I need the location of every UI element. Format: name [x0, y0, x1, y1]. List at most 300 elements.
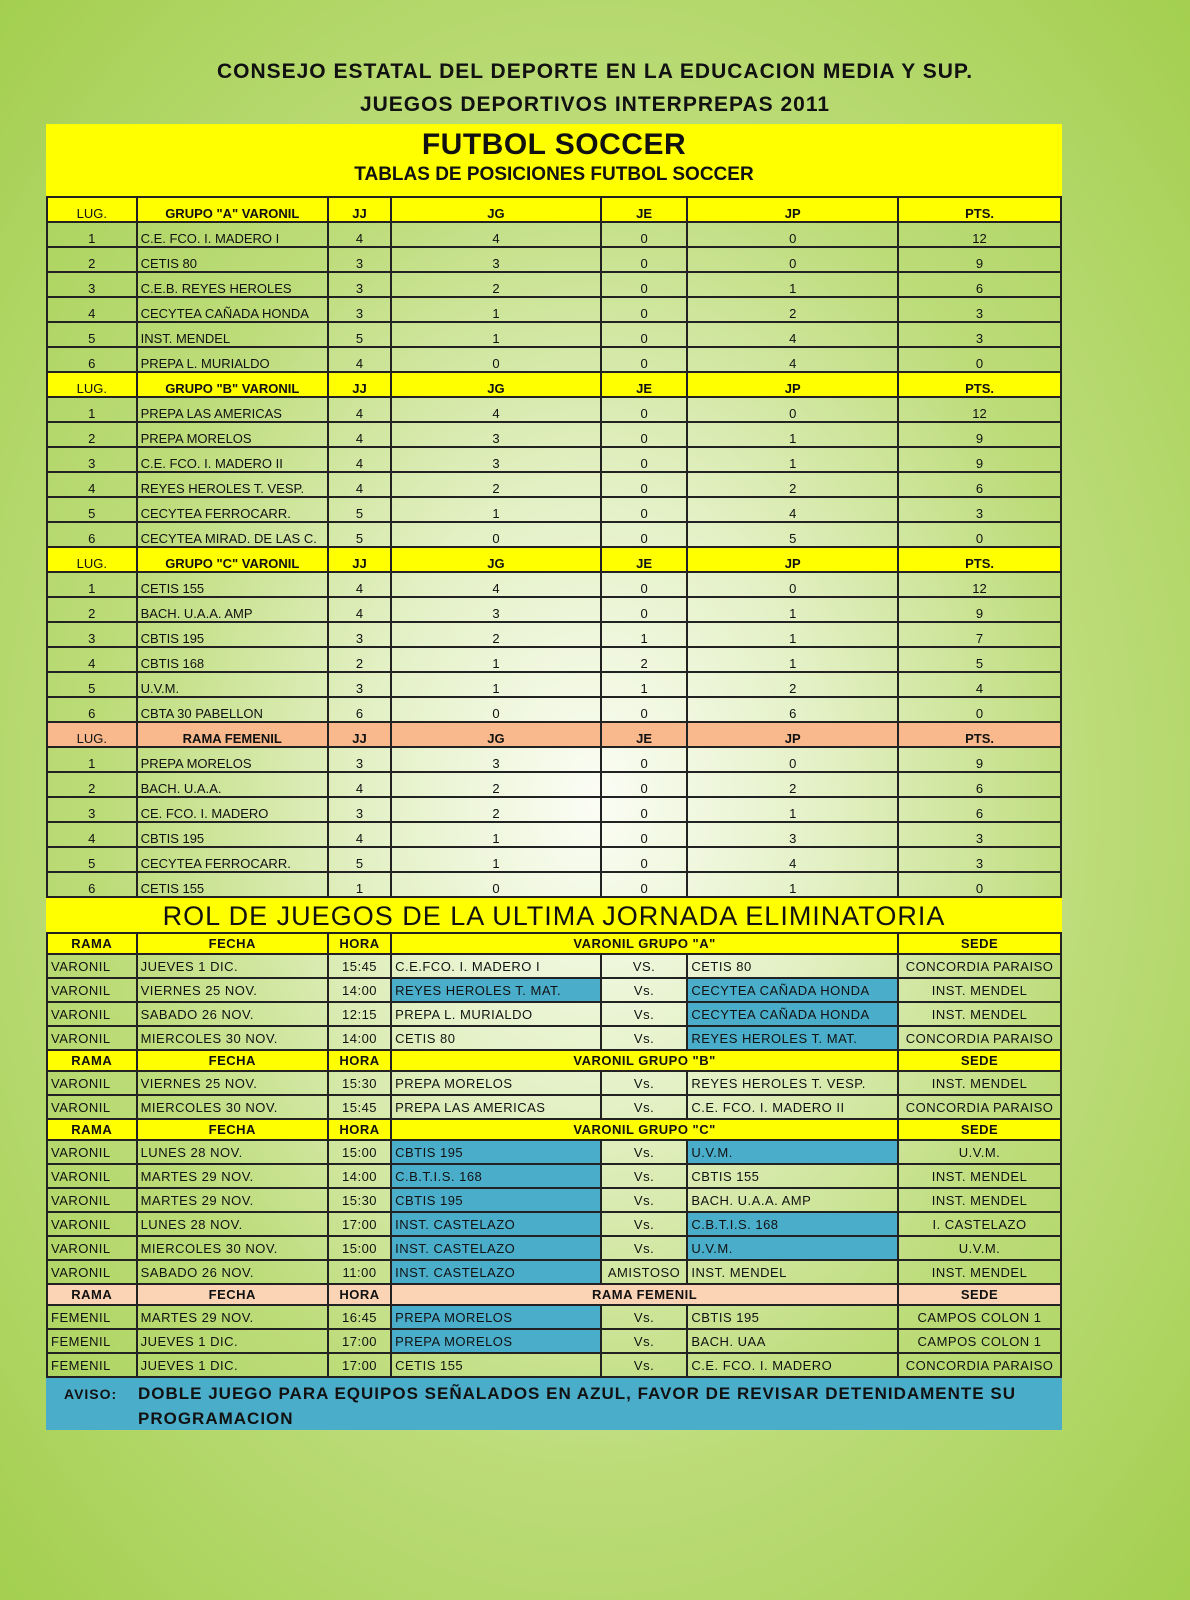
- standings-row: [47, 447, 1061, 472]
- cell-je: 2: [601, 647, 688, 672]
- cell-jp: 1: [687, 622, 898, 647]
- cell-jj: 4: [328, 472, 391, 497]
- cell-jj: 1: [328, 872, 391, 897]
- standings-row: [47, 322, 1061, 347]
- cell-pts: 3: [898, 822, 1061, 847]
- cell-sede: INST. MENDEL: [898, 1188, 1061, 1212]
- cell-pts: 12: [898, 572, 1061, 597]
- cell-visiting-team: BACH. UAA: [687, 1329, 898, 1353]
- cell-jp: 0: [687, 247, 898, 272]
- col-lug-header: LUG.: [47, 372, 137, 397]
- cell-pts: 5: [898, 647, 1061, 672]
- cell-sede: I. CASTELAZO: [898, 1212, 1061, 1236]
- cell-team: C.E. FCO. I. MADERO II: [137, 447, 328, 472]
- cell-jg: 4: [391, 572, 601, 597]
- cell-jg: 0: [391, 347, 601, 372]
- standings-row: [47, 572, 1061, 597]
- cell-lug: 1: [47, 747, 137, 772]
- cell-lug: 3: [47, 797, 137, 822]
- cell-hora: 17:00: [328, 1212, 391, 1236]
- cell-jp: 1: [687, 797, 898, 822]
- cell-pts: 0: [898, 522, 1061, 547]
- title-band: [46, 124, 1062, 196]
- schedule-row: [47, 1164, 1061, 1188]
- cell-lug: 6: [47, 872, 137, 897]
- col-rama-header: RAMA: [47, 1284, 137, 1305]
- cell-fecha: SABADO 26 NOV.: [137, 1260, 328, 1284]
- cell-jg: 0: [391, 872, 601, 897]
- cell-jj: 3: [328, 622, 391, 647]
- cell-je: 0: [601, 772, 688, 797]
- cell-jg: 1: [391, 297, 601, 322]
- schedule-header-row: [47, 933, 1061, 954]
- cell-local-team: REYES HEROLES T. MAT.: [391, 978, 601, 1002]
- cell-vs: VS.: [601, 954, 688, 978]
- col-fecha-header: FECHA: [137, 933, 328, 954]
- cell-jg: 3: [391, 247, 601, 272]
- cell-team: CECYTEA FERROCARR.: [137, 497, 328, 522]
- cell-vs: Vs.: [601, 1212, 688, 1236]
- cell-je: 0: [601, 447, 688, 472]
- cell-lug: 3: [47, 272, 137, 297]
- col-hora-header: HORA: [328, 1119, 391, 1140]
- schedule-header-row: [47, 1284, 1061, 1305]
- cell-jp: 2: [687, 672, 898, 697]
- cell-team: CBTIS 195: [137, 822, 328, 847]
- cell-jj: 3: [328, 247, 391, 272]
- standings-row: [47, 747, 1061, 772]
- standings-row: [47, 672, 1061, 697]
- col-lug-header: LUG.: [47, 197, 137, 222]
- cell-local-team: CBTIS 195: [391, 1140, 601, 1164]
- cell-lug: 4: [47, 822, 137, 847]
- cell-team: PREPA L. MURIALDO: [137, 347, 328, 372]
- cell-jp: 1: [687, 647, 898, 672]
- cell-team: C.E. FCO. I. MADERO I: [137, 222, 328, 247]
- aviso-text: DOBLE JUEGO PARA EQUIPOS SEÑALADOS EN AZUL, FAVOR DE REVISAR DETENIDAMENTE SU PROGRAMACION: [138, 1384, 1016, 1428]
- cell-pts: 6: [898, 797, 1061, 822]
- col-jp-header: JP: [687, 722, 898, 747]
- standings-row: [47, 222, 1061, 247]
- cell-local-team: C.E.FCO. I. MADERO I: [391, 954, 601, 978]
- cell-hora: 15:45: [328, 954, 391, 978]
- col-rama-header: RAMA: [47, 1050, 137, 1071]
- cell-jg: 3: [391, 447, 601, 472]
- schedule-row: [47, 1236, 1061, 1260]
- cell-local-team: PREPA MORELOS: [391, 1071, 601, 1095]
- cell-sede: INST. MENDEL: [898, 1002, 1061, 1026]
- standings-row: [47, 247, 1061, 272]
- cell-jj: 4: [328, 347, 391, 372]
- cell-jj: 4: [328, 822, 391, 847]
- cell-sede: INST. MENDEL: [898, 1071, 1061, 1095]
- cell-je: 0: [601, 472, 688, 497]
- cell-fecha: VIERNES 25 NOV.: [137, 1071, 328, 1095]
- cell-je: 0: [601, 847, 688, 872]
- cell-jj: 3: [328, 297, 391, 322]
- cell-je: 0: [601, 272, 688, 297]
- cell-sede: U.V.M.: [898, 1236, 1061, 1260]
- aviso-label: AVISO:: [64, 1386, 118, 1402]
- cell-sede: CONCORDIA PARAISO: [898, 1026, 1061, 1050]
- cell-jj: 5: [328, 847, 391, 872]
- cell-jg: 0: [391, 522, 601, 547]
- cell-je: 0: [601, 597, 688, 622]
- col-jg-header: JG: [391, 722, 601, 747]
- cell-jg: 2: [391, 622, 601, 647]
- standings-row: [47, 622, 1061, 647]
- cell-sede: CAMPOS COLON 1: [898, 1305, 1061, 1329]
- cell-jg: 1: [391, 672, 601, 697]
- cell-pts: 6: [898, 772, 1061, 797]
- cell-vs: Vs.: [601, 1353, 688, 1377]
- cell-pts: 9: [898, 597, 1061, 622]
- cell-pts: 6: [898, 472, 1061, 497]
- cell-jj: 5: [328, 322, 391, 347]
- cell-rama: VARONIL: [47, 1071, 137, 1095]
- standings-row: [47, 697, 1061, 722]
- cell-fecha: MARTES 29 NOV.: [137, 1305, 328, 1329]
- col-pts-header: PTS.: [898, 372, 1061, 397]
- cell-jp: 4: [687, 322, 898, 347]
- cell-sede: CONCORDIA PARAISO: [898, 954, 1061, 978]
- cell-sede: INST. MENDEL: [898, 978, 1061, 1002]
- cell-team: CBTIS 168: [137, 647, 328, 672]
- cell-rama: VARONIL: [47, 1188, 137, 1212]
- sheet: [46, 124, 1062, 1430]
- standings-row: [47, 647, 1061, 672]
- schedule-title: ROL DE JUEGOS DE LA ULTIMA JORNADA ELIMINATORIA: [46, 898, 1062, 932]
- cell-local-team: CBTIS 195: [391, 1188, 601, 1212]
- cell-local-team: PREPA L. MURIALDO: [391, 1002, 601, 1026]
- cell-jg: 2: [391, 797, 601, 822]
- cell-jj: 3: [328, 797, 391, 822]
- cell-je: 0: [601, 297, 688, 322]
- cell-je: 1: [601, 672, 688, 697]
- cell-jg: 2: [391, 272, 601, 297]
- col-fecha-header: FECHA: [137, 1050, 328, 1071]
- standings-row: [47, 597, 1061, 622]
- cell-jg: 4: [391, 222, 601, 247]
- schedule-row: [47, 1095, 1061, 1119]
- standings-row: [47, 347, 1061, 372]
- col-jj-header: JJ: [328, 197, 391, 222]
- title-main: FUTBOL SOCCER: [421, 128, 687, 161]
- cell-lug: 5: [47, 847, 137, 872]
- cell-local-team: INST. CASTELAZO: [391, 1236, 601, 1260]
- cell-pts: 12: [898, 222, 1061, 247]
- schedule-row: [47, 1353, 1061, 1377]
- cell-pts: 3: [898, 847, 1061, 872]
- cell-lug: 4: [47, 647, 137, 672]
- cell-jg: 2: [391, 472, 601, 497]
- standings-row: [47, 397, 1061, 422]
- cell-visiting-team: INST. MENDEL: [687, 1260, 898, 1284]
- cell-jp: 4: [687, 847, 898, 872]
- schedule-row: [47, 1305, 1061, 1329]
- cell-jp: 1: [687, 872, 898, 897]
- cell-lug: 6: [47, 697, 137, 722]
- cell-vs: Vs.: [601, 1188, 688, 1212]
- col-rama-header: RAMA: [47, 1119, 137, 1140]
- cell-local-team: PREPA MORELOS: [391, 1329, 601, 1353]
- cell-team: PREPA LAS AMERICAS: [137, 397, 328, 422]
- standings-row: [47, 872, 1061, 897]
- cell-jg: 1: [391, 322, 601, 347]
- cell-jp: 1: [687, 422, 898, 447]
- cell-team: PREPA MORELOS: [137, 422, 328, 447]
- cell-lug: 2: [47, 772, 137, 797]
- schedule-header-row: [47, 1050, 1061, 1071]
- cell-lug: 6: [47, 522, 137, 547]
- cell-rama: VARONIL: [47, 1026, 137, 1050]
- cell-sede: INST. MENDEL: [898, 1260, 1061, 1284]
- cell-hora: 11:00: [328, 1260, 391, 1284]
- cell-jg: 3: [391, 422, 601, 447]
- cell-lug: 6: [47, 347, 137, 372]
- cell-jg: 0: [391, 697, 601, 722]
- cell-rama: VARONIL: [47, 954, 137, 978]
- cell-pts: 9: [898, 447, 1061, 472]
- standings-table: [46, 196, 1062, 898]
- cell-fecha: LUNES 28 NOV.: [137, 1212, 328, 1236]
- group-title: RAMA FEMENIL: [137, 722, 328, 747]
- cell-hora: 14:00: [328, 1164, 391, 1188]
- standings-row: [47, 472, 1061, 497]
- standings-header-row: [47, 722, 1061, 747]
- cell-lug: 2: [47, 247, 137, 272]
- section-title: RAMA FEMENIL: [391, 1284, 898, 1305]
- cell-visiting-team: U.V.M.: [687, 1140, 898, 1164]
- cell-jp: 4: [687, 497, 898, 522]
- header-line-1: CONSEJO ESTATAL DEL DEPORTE EN LA EDUCACION MEDIA Y SUP.: [216, 60, 974, 83]
- cell-fecha: MARTES 29 NOV.: [137, 1188, 328, 1212]
- col-jp-header: JP: [687, 547, 898, 572]
- cell-pts: 9: [898, 247, 1061, 272]
- cell-rama: VARONIL: [47, 1260, 137, 1284]
- cell-jj: 5: [328, 497, 391, 522]
- cell-jj: 2: [328, 647, 391, 672]
- col-pts-header: PTS.: [898, 197, 1061, 222]
- cell-visiting-team: REYES HEROLES T. VESP.: [687, 1071, 898, 1095]
- cell-local-team: C.B.T.I.S. 168: [391, 1164, 601, 1188]
- col-jj-header: JJ: [328, 722, 391, 747]
- cell-lug: 3: [47, 622, 137, 647]
- cell-team: CECYTEA MIRAD. DE LAS C.: [137, 522, 328, 547]
- cell-vs: Vs.: [601, 1071, 688, 1095]
- standings-header-row: [47, 372, 1061, 397]
- cell-vs: Vs.: [601, 1164, 688, 1188]
- cell-je: 0: [601, 822, 688, 847]
- col-jg-header: JG: [391, 197, 601, 222]
- cell-vs: Vs.: [601, 978, 688, 1002]
- cell-local-team: CETIS 80: [391, 1026, 601, 1050]
- cell-je: 0: [601, 522, 688, 547]
- cell-team: PREPA MORELOS: [137, 747, 328, 772]
- cell-hora: 15:30: [328, 1188, 391, 1212]
- cell-pts: 3: [898, 497, 1061, 522]
- cell-je: 0: [601, 397, 688, 422]
- cell-hora: 15:00: [328, 1236, 391, 1260]
- cell-team: CE. FCO. I. MADERO: [137, 797, 328, 822]
- cell-rama: VARONIL: [47, 1002, 137, 1026]
- cell-je: 1: [601, 622, 688, 647]
- cell-je: 0: [601, 797, 688, 822]
- cell-team: CETIS 155: [137, 872, 328, 897]
- cell-jp: 0: [687, 397, 898, 422]
- cell-jp: 5: [687, 522, 898, 547]
- cell-pts: 12: [898, 397, 1061, 422]
- schedule-row: [47, 1188, 1061, 1212]
- schedule-row: [47, 1260, 1061, 1284]
- cell-hora: 14:00: [328, 1026, 391, 1050]
- cell-rama: VARONIL: [47, 1140, 137, 1164]
- col-jg-header: JG: [391, 372, 601, 397]
- cell-rama: VARONIL: [47, 1236, 137, 1260]
- cell-visiting-team: U.V.M.: [687, 1236, 898, 1260]
- cell-team: BACH. U.A.A.: [137, 772, 328, 797]
- cell-hora: 16:45: [328, 1305, 391, 1329]
- cell-visiting-team: C.E. FCO. I. MADERO: [687, 1353, 898, 1377]
- cell-jp: 2: [687, 472, 898, 497]
- cell-jg: 1: [391, 497, 601, 522]
- cell-jp: 6: [687, 697, 898, 722]
- cell-hora: 17:00: [328, 1329, 391, 1353]
- cell-pts: 0: [898, 872, 1061, 897]
- cell-visiting-team: CECYTEA CAÑADA HONDA: [687, 978, 898, 1002]
- cell-jj: 4: [328, 397, 391, 422]
- cell-jj: 5: [328, 522, 391, 547]
- cell-rama: FEMENIL: [47, 1305, 137, 1329]
- cell-team: CBTIS 195: [137, 622, 328, 647]
- cell-team: C.E.B. REYES HEROLES: [137, 272, 328, 297]
- col-rama-header: RAMA: [47, 933, 137, 954]
- cell-pts: 0: [898, 347, 1061, 372]
- cell-vs: AMISTOSO: [601, 1260, 688, 1284]
- cell-vs: Vs.: [601, 1140, 688, 1164]
- standings-header-row: [47, 197, 1061, 222]
- cell-pts: 4: [898, 672, 1061, 697]
- cell-jg: 4: [391, 397, 601, 422]
- cell-lug: 5: [47, 497, 137, 522]
- standings-row: [47, 797, 1061, 822]
- col-pts-header: PTS.: [898, 547, 1061, 572]
- cell-local-team: INST. CASTELAZO: [391, 1212, 601, 1236]
- cell-jj: 3: [328, 672, 391, 697]
- cell-local-team: PREPA LAS AMERICAS: [391, 1095, 601, 1119]
- cell-lug: 1: [47, 572, 137, 597]
- col-lug-header: LUG.: [47, 547, 137, 572]
- cell-rama: FEMENIL: [47, 1353, 137, 1377]
- cell-visiting-team: CBTIS 155: [687, 1164, 898, 1188]
- col-jj-header: JJ: [328, 372, 391, 397]
- cell-lug: 4: [47, 472, 137, 497]
- cell-pts: 9: [898, 747, 1061, 772]
- cell-pts: 6: [898, 272, 1061, 297]
- col-sede-header: SEDE: [898, 1284, 1061, 1305]
- cell-jg: 3: [391, 597, 601, 622]
- cell-sede: U.V.M.: [898, 1140, 1061, 1164]
- cell-je: 0: [601, 747, 688, 772]
- cell-local-team: PREPA MORELOS: [391, 1305, 601, 1329]
- cell-fecha: JUEVES 1 DIC.: [137, 1353, 328, 1377]
- section-title: VARONIL GRUPO "C": [391, 1119, 898, 1140]
- cell-fecha: MARTES 29 NOV.: [137, 1164, 328, 1188]
- cell-lug: 1: [47, 397, 137, 422]
- cell-hora: 15:30: [328, 1071, 391, 1095]
- col-sede-header: SEDE: [898, 1050, 1061, 1071]
- schedule-row: [47, 1002, 1061, 1026]
- cell-pts: 3: [898, 322, 1061, 347]
- schedule-row: [47, 1140, 1061, 1164]
- cell-rama: VARONIL: [47, 1164, 137, 1188]
- cell-lug: 1: [47, 222, 137, 247]
- schedule-row: [47, 978, 1061, 1002]
- col-je-header: JE: [601, 547, 688, 572]
- cell-fecha: JUEVES 1 DIC.: [137, 954, 328, 978]
- cell-lug: 2: [47, 597, 137, 622]
- cell-vs: Vs.: [601, 1305, 688, 1329]
- standings-row: [47, 497, 1061, 522]
- cell-jj: 4: [328, 597, 391, 622]
- standings-row: [47, 422, 1061, 447]
- cell-hora: 12:15: [328, 1002, 391, 1026]
- col-jp-header: JP: [687, 372, 898, 397]
- col-lug-header: LUG.: [47, 722, 137, 747]
- schedule-row: [47, 1212, 1061, 1236]
- col-sede-header: SEDE: [898, 933, 1061, 954]
- cell-jj: 4: [328, 447, 391, 472]
- col-jg-header: JG: [391, 547, 601, 572]
- cell-fecha: MIERCOLES 30 NOV.: [137, 1026, 328, 1050]
- standings-row: [47, 522, 1061, 547]
- col-je-header: JE: [601, 372, 688, 397]
- cell-jj: 4: [328, 222, 391, 247]
- cell-jp: 0: [687, 572, 898, 597]
- cell-je: 0: [601, 572, 688, 597]
- cell-visiting-team: C.B.T.I.S. 168: [687, 1212, 898, 1236]
- cell-jj: 6: [328, 697, 391, 722]
- schedule-row: [47, 1026, 1061, 1050]
- cell-lug: 4: [47, 297, 137, 322]
- cell-team: CECYTEA FERROCARR.: [137, 847, 328, 872]
- cell-visiting-team: BACH. U.A.A. AMP: [687, 1188, 898, 1212]
- cell-sede: CAMPOS COLON 1: [898, 1329, 1061, 1353]
- col-pts-header: PTS.: [898, 722, 1061, 747]
- cell-sede: CONCORDIA PARAISO: [898, 1353, 1061, 1377]
- cell-visiting-team: CBTIS 195: [687, 1305, 898, 1329]
- cell-fecha: LUNES 28 NOV.: [137, 1140, 328, 1164]
- cell-pts: 9: [898, 422, 1061, 447]
- cell-jg: 3: [391, 747, 601, 772]
- cell-team: CECYTEA CAÑADA HONDA: [137, 297, 328, 322]
- schedule-row: [47, 1071, 1061, 1095]
- cell-lug: 3: [47, 447, 137, 472]
- cell-jp: 0: [687, 222, 898, 247]
- cell-jg: 2: [391, 772, 601, 797]
- cell-jp: 1: [687, 447, 898, 472]
- schedule-header-row: [47, 1119, 1061, 1140]
- cell-fecha: MIERCOLES 30 NOV.: [137, 1236, 328, 1260]
- cell-jg: 1: [391, 847, 601, 872]
- cell-rama: VARONIL: [47, 1212, 137, 1236]
- cell-visiting-team: CECYTEA CAÑADA HONDA: [687, 1002, 898, 1026]
- cell-jp: 2: [687, 772, 898, 797]
- cell-team: REYES HEROLES T. VESP.: [137, 472, 328, 497]
- cell-team: INST. MENDEL: [137, 322, 328, 347]
- col-hora-header: HORA: [328, 933, 391, 954]
- cell-vs: Vs.: [601, 1329, 688, 1353]
